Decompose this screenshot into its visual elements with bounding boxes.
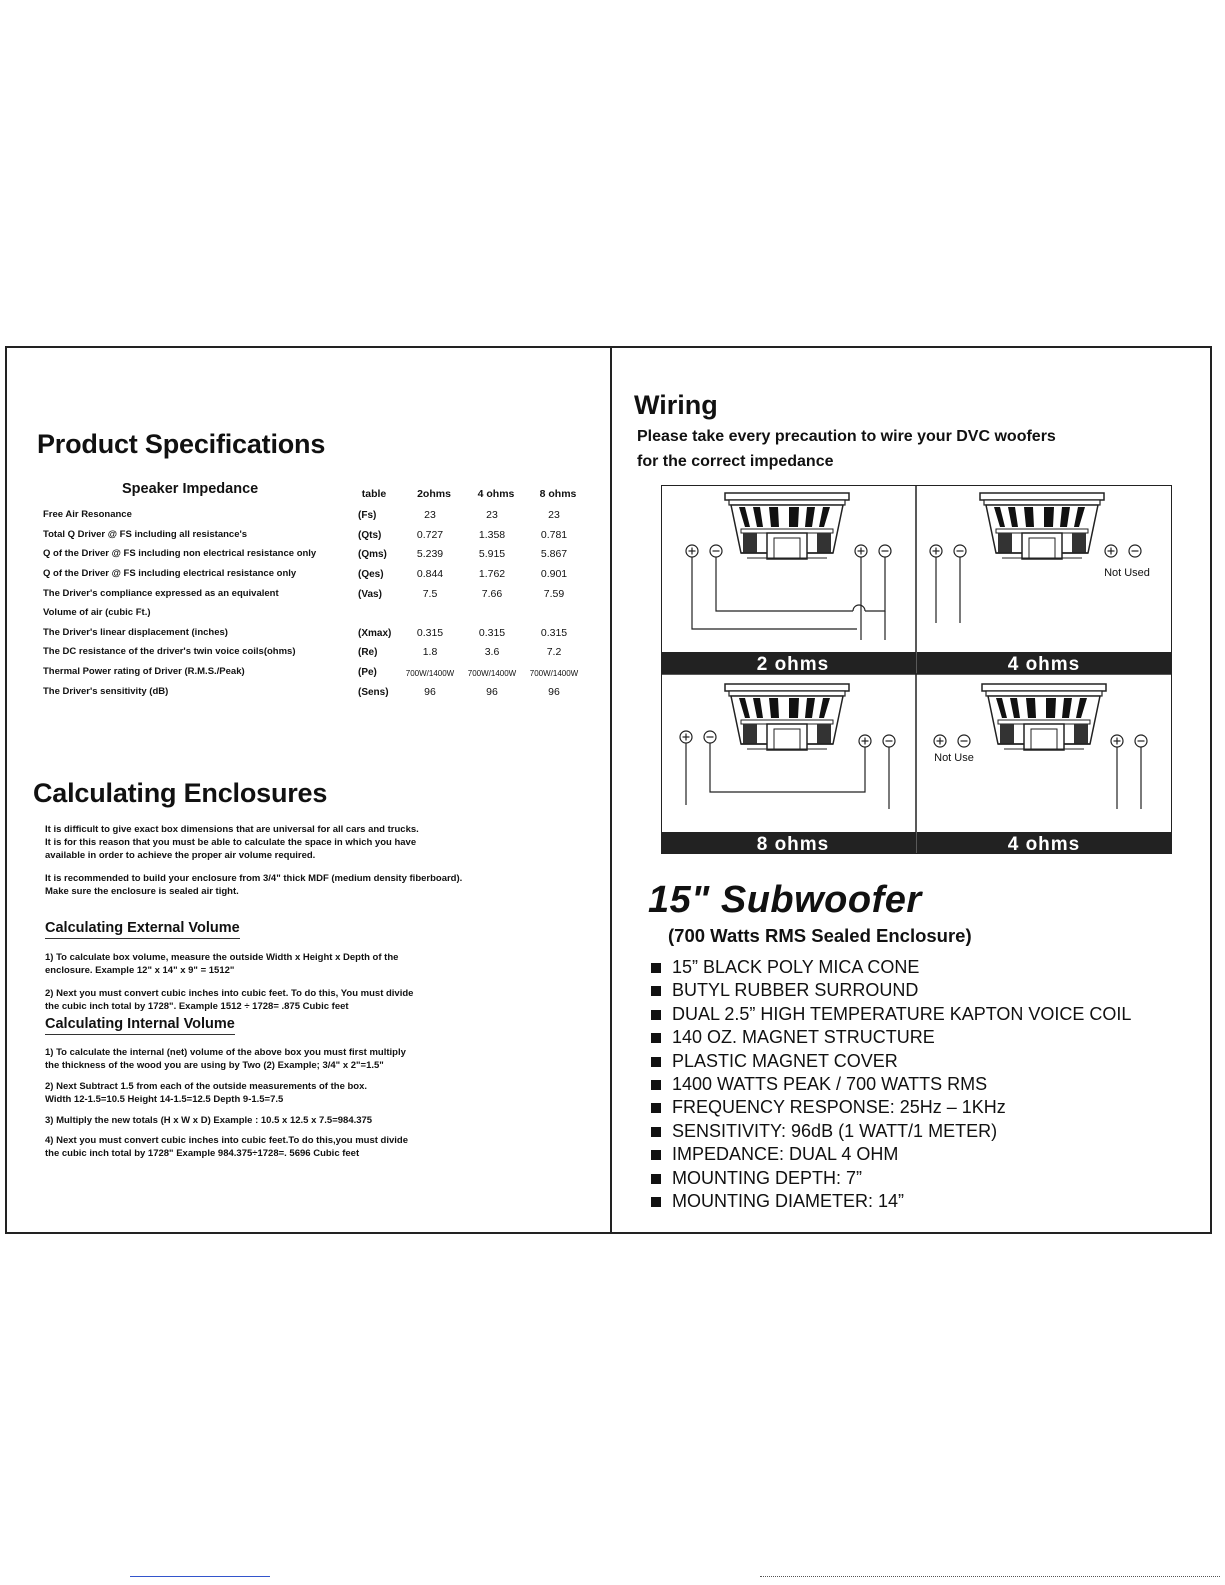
feature-item bbox=[651, 957, 919, 978]
feature-item bbox=[651, 1097, 1006, 1118]
spec-row-value: 0.901 bbox=[540, 568, 568, 580]
text-line: the cubic inch total by 1728". Example 1512 ÷ 1728= .875 Cubic feet bbox=[45, 1001, 349, 1012]
spec-row-value: 0.727 bbox=[416, 529, 444, 541]
feature-text: 140 OZ. MAGNET STRUCTURE bbox=[672, 1027, 935, 1047]
spec-row-value: 1.358 bbox=[478, 529, 506, 541]
spec-row-value: 7.59 bbox=[543, 588, 565, 600]
spec-row-value: 5.915 bbox=[478, 548, 506, 560]
spec-row-value: 5.239 bbox=[416, 548, 444, 560]
text-line: 1) To calculate box volume, measure the outside Width x Height x Depth of the bbox=[45, 952, 399, 963]
spec-row-label: Thermal Power rating of Driver (R.M.S./Peak) bbox=[43, 666, 245, 677]
spec-row-value: 700W/1400W bbox=[529, 669, 579, 678]
external-volume-heading: Calculating External Volume bbox=[45, 920, 240, 939]
feature-item bbox=[651, 1144, 898, 1165]
text-line: Make sure the enclosure is sealed air tight. bbox=[45, 886, 239, 897]
spec-row-value: 0.844 bbox=[416, 568, 444, 580]
bullet-square-icon bbox=[651, 1080, 661, 1090]
bullet-square-icon bbox=[651, 1103, 661, 1113]
bullet-square-icon bbox=[651, 1174, 661, 1184]
spec-row-label: Total Q Driver @ FS including all resistance's bbox=[43, 529, 248, 540]
text-line: the thickness of the wood you are using by Two (2) Example; 3/4" x 2"=1.5" bbox=[45, 1060, 384, 1071]
internal-step-3: 3) Multiply the new totals (H x W x D) Example : 10.5 x 12.5 x 7.5=984.375 bbox=[45, 1115, 373, 1126]
calc-mdf bbox=[45, 872, 462, 898]
bullet-square-icon bbox=[651, 1010, 661, 1020]
spec-row-symbol: (Re) bbox=[358, 647, 378, 658]
feature-item bbox=[651, 1027, 935, 1048]
spec-row-value: 700W/1400W bbox=[405, 669, 455, 678]
not-use-label: Not Use bbox=[933, 751, 974, 764]
subwoofer-title: 15" Subwoofer bbox=[648, 879, 922, 921]
spec-row-value: 96 bbox=[424, 686, 436, 698]
label-2-ohms: 2 ohms bbox=[756, 653, 829, 675]
spec-row-value: 1.8 bbox=[422, 646, 438, 658]
footer-link-line bbox=[130, 1576, 270, 1577]
spec-row-value: 7.66 bbox=[481, 588, 503, 600]
diagram-2-ohms bbox=[662, 493, 916, 674]
spec-row-value: 23 bbox=[424, 509, 436, 521]
text-line: for the correct impedance bbox=[637, 453, 834, 470]
speaker-impedance-heading: Speaker Impedance bbox=[122, 481, 259, 497]
spec-row-label: Q of the Driver @ FS including electrical resistance only bbox=[43, 568, 297, 579]
internal-volume-heading: Calculating Internal Volume bbox=[45, 1016, 235, 1035]
spec-row-symbol: (Xmax) bbox=[358, 628, 392, 639]
spec-row-label: Free Air Resonance bbox=[43, 509, 132, 520]
text-line: 2) Next Subtract 1.5 from each of the outside measurements of the box. bbox=[45, 1081, 368, 1092]
feature-item bbox=[651, 1191, 904, 1212]
diagram-4-ohms-a bbox=[917, 493, 1172, 674]
text-line: It is recommended to build your enclosure from 3/4" thick MDF (medium density fiberboard). bbox=[45, 873, 463, 884]
center-divider bbox=[610, 348, 612, 1232]
spec-row-label: The Driver's sensitivity (dB) bbox=[43, 686, 169, 697]
spec-row-label: The Driver's compliance expressed as an equivalent bbox=[43, 588, 279, 599]
wiring-diagram-svg bbox=[661, 485, 1172, 854]
spec-row-symbol: (Qms) bbox=[358, 549, 387, 560]
wiring-subtitle bbox=[637, 424, 1056, 474]
spec-row-value: 0.315 bbox=[478, 627, 506, 639]
spec-row-value: 0.315 bbox=[416, 627, 444, 639]
text-line: Please take every precaution to wire your DVC woofers bbox=[637, 428, 1056, 445]
text-line: Width 12-1.5=10.5 Height 14-1.5=12.5 Depth 9-1.5=7.5 bbox=[45, 1094, 284, 1105]
text-line: enclosure. Example 12" x 14" x 9" = 1512" bbox=[45, 965, 235, 976]
product-specifications-title: Product Specifications bbox=[37, 429, 326, 459]
spec-row-value: 5.867 bbox=[540, 548, 568, 560]
feature-text: BUTYL RUBBER SURROUND bbox=[672, 980, 919, 1000]
spec-row-label: Volume of air (cubic Ft.) bbox=[43, 607, 151, 618]
feature-item bbox=[651, 1168, 862, 1189]
bullet-square-icon bbox=[651, 1197, 661, 1207]
feature-item bbox=[651, 1004, 1131, 1025]
wiring-title: Wiring bbox=[634, 390, 718, 420]
wiring-diagrams bbox=[661, 485, 1172, 854]
label-8-ohms: 8 ohms bbox=[756, 833, 829, 854]
spec-row-symbol: (Vas) bbox=[358, 589, 382, 600]
spec-row-label: Q of the Driver @ FS including non electrical resistance only bbox=[43, 548, 317, 559]
internal-step-2 bbox=[45, 1080, 367, 1106]
internal-step-1 bbox=[45, 1046, 406, 1072]
spec-row-symbol: (Qts) bbox=[358, 530, 382, 541]
feature-text: PLASTIC MAGNET COVER bbox=[672, 1051, 898, 1071]
bullet-square-icon bbox=[651, 1033, 661, 1043]
text-line: 1) To calculate the internal (net) volume of the above box you must first multiply bbox=[45, 1047, 406, 1058]
spec-row-value: 23 bbox=[486, 509, 498, 521]
spec-row-symbol: (Sens) bbox=[358, 687, 389, 698]
col-2ohms: 2ohms bbox=[417, 488, 451, 500]
spec-row-symbol: (Fs) bbox=[358, 510, 377, 521]
text-line: available in order to achieve the proper air volume required. bbox=[45, 850, 316, 861]
label-4-ohms-a: 4 ohms bbox=[1007, 653, 1080, 675]
spec-row-value: 96 bbox=[486, 686, 498, 698]
calculating-enclosures-title: Calculating Enclosures bbox=[33, 778, 328, 808]
feature-item bbox=[651, 1051, 898, 1072]
label-4-ohms-b: 4 ohms bbox=[1007, 833, 1080, 854]
feature-text: 15” BLACK POLY MICA CONE bbox=[672, 957, 920, 977]
calc-intro bbox=[45, 823, 419, 862]
footer-dotted-line bbox=[760, 1576, 1220, 1578]
external-step-2 bbox=[45, 987, 413, 1013]
text-line: the cubic inch total by 1728" Example 984.375÷1728=. 5696 Cubic feet bbox=[45, 1148, 360, 1159]
spec-row-value: 700W/1400W bbox=[467, 669, 517, 678]
feature-item bbox=[651, 1074, 987, 1095]
bullet-square-icon bbox=[651, 986, 661, 996]
text-line: It is difficult to give exact box dimensions that are universal for all cars and trucks. bbox=[45, 824, 419, 835]
bullet-square-icon bbox=[651, 1127, 661, 1137]
col-8ohms: 8 ohms bbox=[539, 488, 577, 500]
col-table: table bbox=[361, 488, 387, 500]
bullet-square-icon bbox=[651, 963, 661, 973]
bullet-square-icon bbox=[651, 1057, 661, 1067]
feature-text: MOUNTING DEPTH: 7” bbox=[672, 1168, 863, 1188]
feature-text: SENSITIVITY: 96dB (1 WATT/1 METER) bbox=[672, 1121, 998, 1141]
feature-text: FREQUENCY RESPONSE: 25Hz – 1KHz bbox=[672, 1097, 1006, 1117]
spec-row-value: 96 bbox=[548, 686, 560, 698]
not-used-label: Not Used bbox=[1103, 566, 1150, 579]
internal-step-4 bbox=[45, 1134, 408, 1160]
col-4ohms: 4 ohms bbox=[477, 488, 515, 500]
spec-row-value: 3.6 bbox=[484, 646, 500, 658]
feature-text: IMPEDANCE: DUAL 4 OHM bbox=[672, 1144, 899, 1164]
feature-text: MOUNTING DIAMETER: 14” bbox=[672, 1191, 905, 1211]
spec-row-value: 23 bbox=[548, 509, 560, 521]
text-line: It is for this reason that you must be able to calculate the space in which you have bbox=[45, 837, 417, 848]
text-line: 4) Next you must convert cubic inches into cubic feet.To do this,you must divide bbox=[45, 1135, 408, 1146]
bullet-square-icon bbox=[651, 1150, 661, 1160]
feature-item bbox=[651, 980, 918, 1001]
spec-row-label: The DC resistance of the driver's twin voice coils(ohms) bbox=[43, 646, 296, 657]
spec-row-value: 0.781 bbox=[540, 529, 568, 541]
external-step-1 bbox=[45, 951, 398, 977]
subwoofer-subtitle: (700 Watts RMS Sealed Enclosure) bbox=[668, 925, 972, 946]
spec-row-value: 0.315 bbox=[540, 627, 568, 639]
spec-row-symbol: (Pe) bbox=[358, 667, 377, 678]
text-line: 2) Next you must convert cubic inches into cubic feet. To do this, You must divide bbox=[45, 988, 414, 999]
feature-item bbox=[651, 1121, 997, 1142]
feature-text: DUAL 2.5” HIGH TEMPERATURE KAPTON VOICE COIL bbox=[672, 1004, 1132, 1024]
diagram-8-ohms bbox=[662, 684, 916, 854]
diagram-4-ohms-b bbox=[917, 684, 1172, 854]
spec-row-value: 7.5 bbox=[422, 588, 438, 600]
spec-row-symbol: (Qes) bbox=[358, 569, 384, 580]
spec-row-label: The Driver's linear displacement (inches) bbox=[43, 627, 228, 638]
feature-text: 1400 WATTS PEAK / 700 WATTS RMS bbox=[672, 1074, 988, 1094]
spec-row-value: 7.2 bbox=[546, 646, 562, 658]
spec-row-value: 1.762 bbox=[478, 568, 506, 580]
